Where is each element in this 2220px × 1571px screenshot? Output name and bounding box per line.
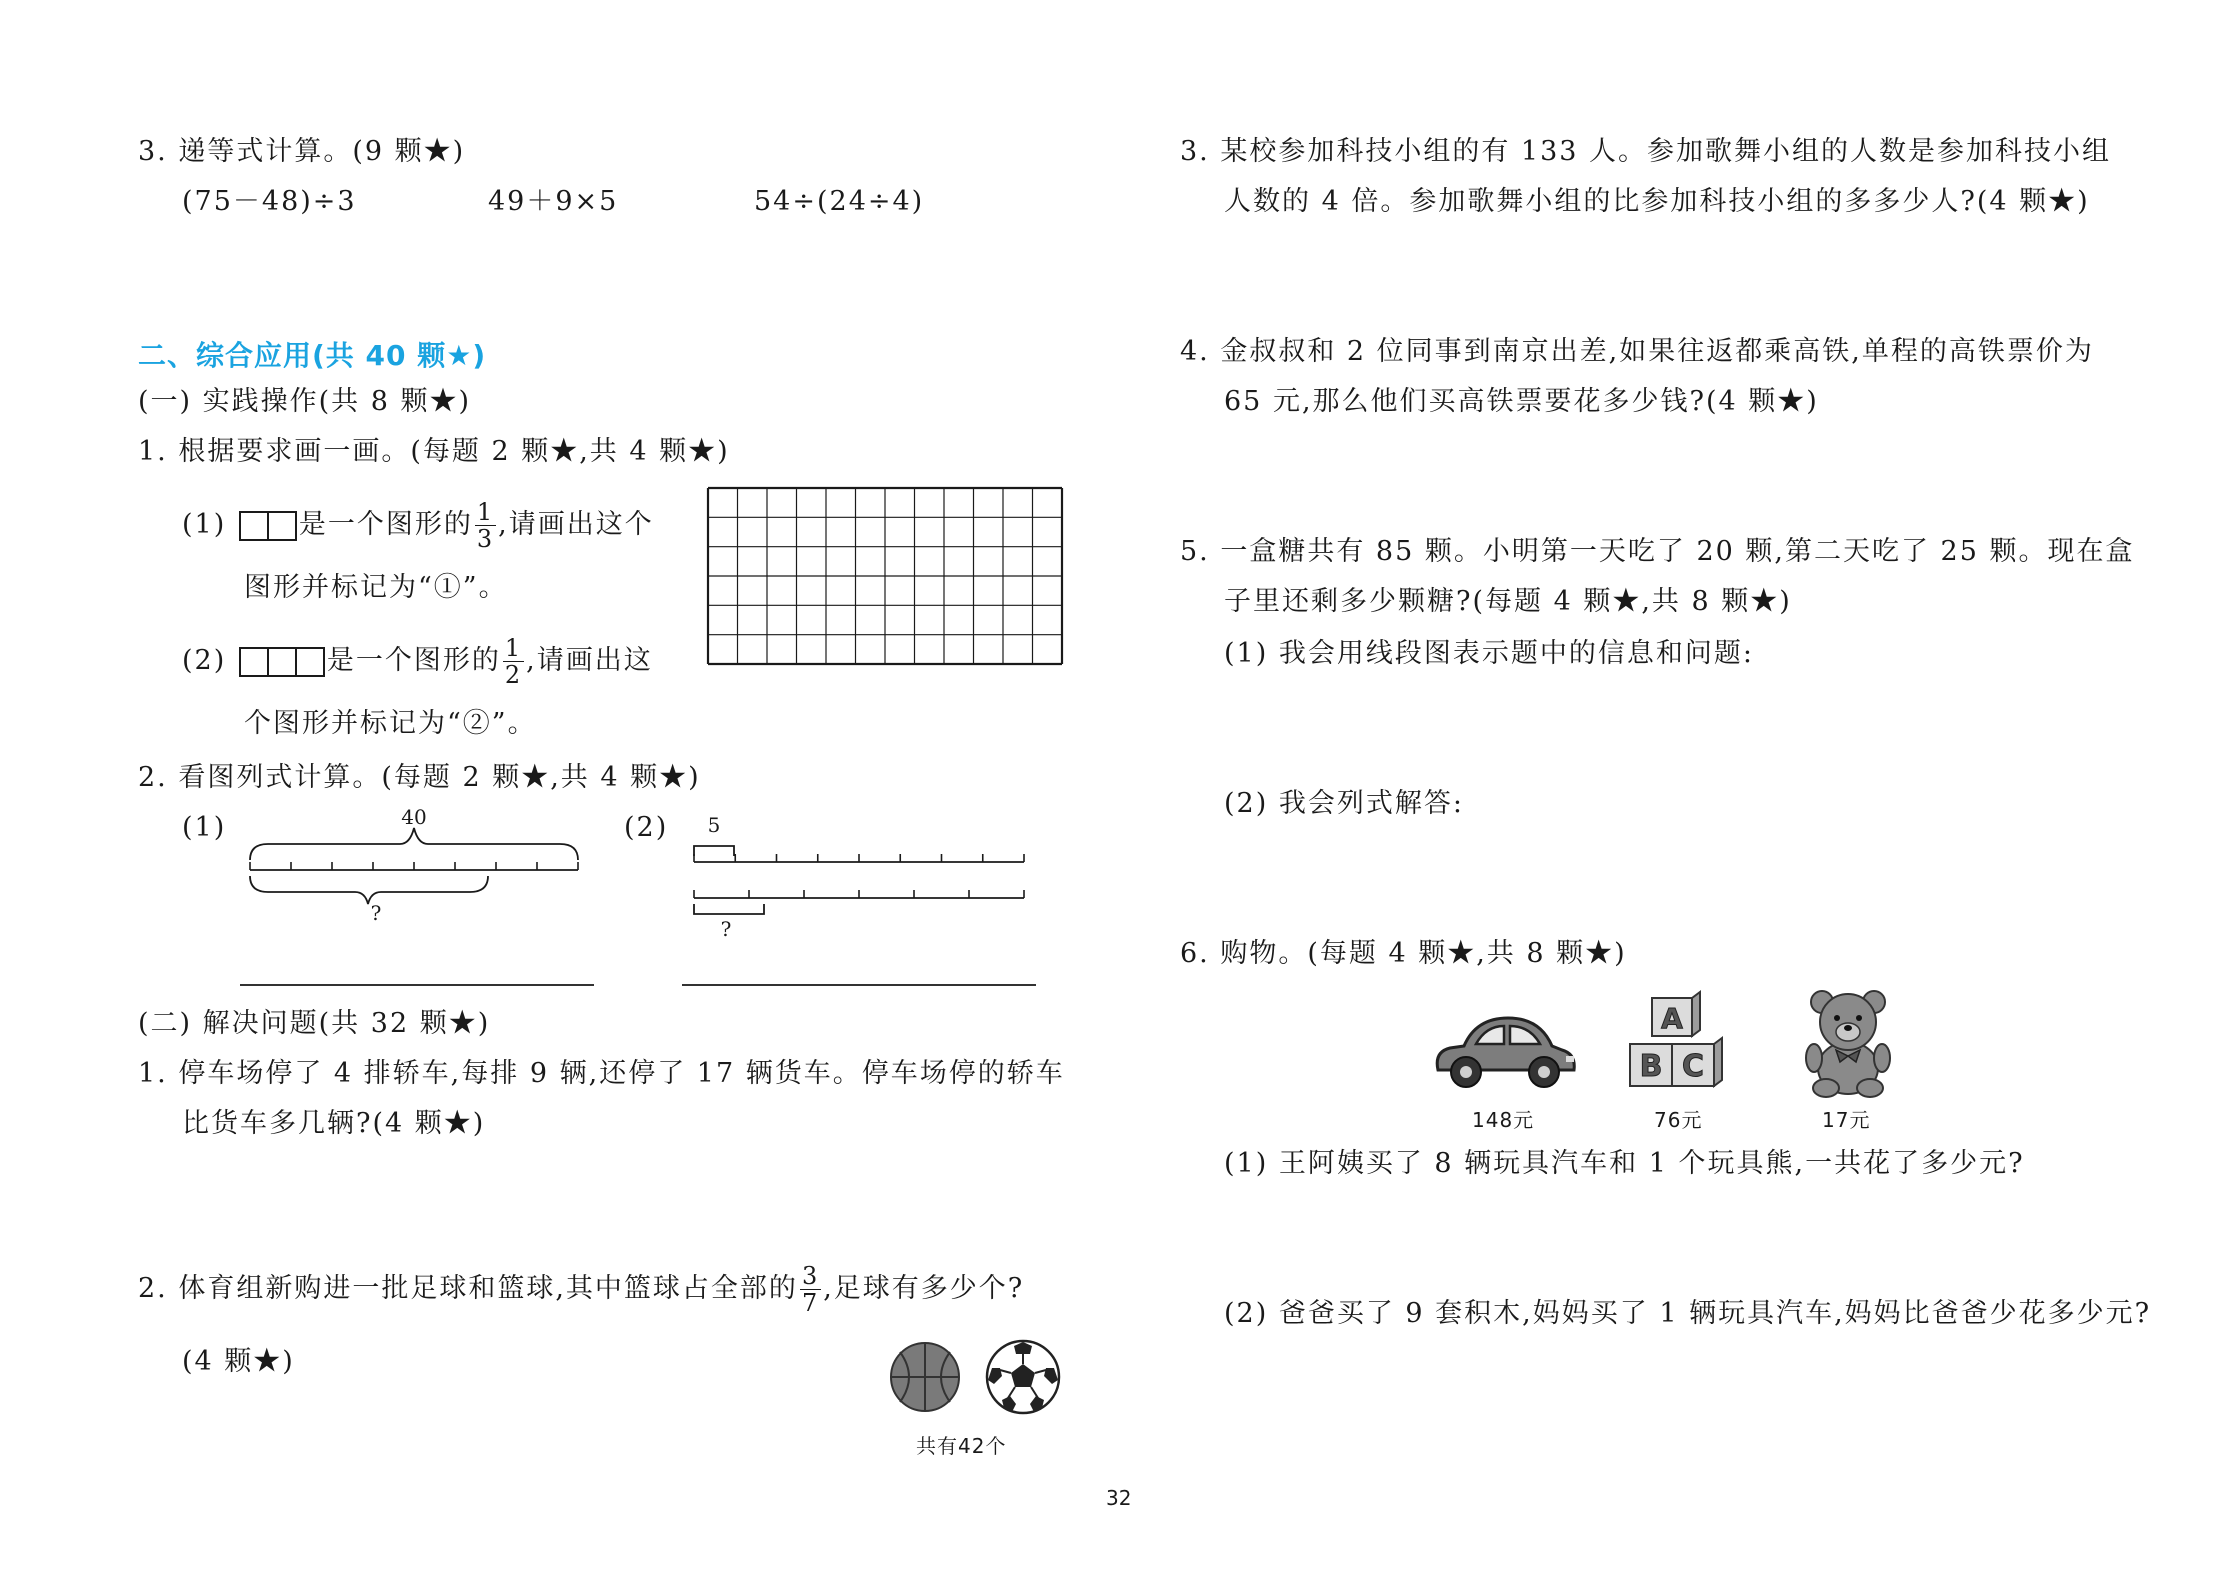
fraction-three-sevenths: $\frac{3}{7}$ xyxy=(801,1262,820,1317)
draw-part-1 xyxy=(182,500,654,551)
r-q5-part2: (2) 我会列式解答: xyxy=(1224,788,1464,819)
three-square-figure xyxy=(239,647,325,677)
answer-line-1[interactable] xyxy=(240,984,594,986)
draw-part-1-text-a: 是一个图形的 xyxy=(298,509,473,540)
fraction-one-third: $\frac{1}{3}$ xyxy=(476,498,495,553)
fraction-one-half: $\frac{1}{2}$ xyxy=(504,634,523,689)
subsection-problems-header: (二) 解决问题(共 32 颗★) xyxy=(138,1008,491,1039)
parking-question-line1: 1. 停车场停了 4 排轿车,每排 9 辆,还停了 17 辆货车。停车场停的轿车 xyxy=(138,1058,1065,1089)
balls-question-line2: (4 颗★) xyxy=(182,1346,295,1377)
block-letter-b: B xyxy=(1639,1049,1663,1084)
segment-diagram-2 xyxy=(690,806,1030,946)
q2-diagram-title: 2. 看图列式计算。(每题 2 颗★,共 4 颗★) xyxy=(138,762,701,793)
bottom-brace xyxy=(250,876,488,904)
toy-car-icon xyxy=(1430,1010,1578,1100)
r-q3-line2: 人数的 4 倍。参加歌舞小组的比参加科技小组的多多少人?(4 颗★) xyxy=(1224,186,2090,217)
block-letter-c: C xyxy=(1681,1049,1705,1084)
drawing-grid[interactable] xyxy=(706,486,1064,666)
q3-calc-title: 3. 递等式计算。(9 颗★) xyxy=(138,136,466,167)
parking-question-line2: 比货车多几辆?(4 颗★) xyxy=(182,1108,486,1139)
toy-blocks-icon xyxy=(1626,992,1726,1098)
price-toy-car: 148元 xyxy=(1472,1108,1535,1132)
draw-part-1-label: (1) xyxy=(182,509,227,540)
calc-expression-1: (75－48)÷3 xyxy=(182,186,357,217)
r-q6-title: 6. 购物。(每题 4 颗★,共 8 颗★) xyxy=(1180,938,1627,969)
lower-segment-ticks xyxy=(694,890,1024,898)
draw-part-2-text-a: 是一个图形的 xyxy=(326,645,501,676)
top-brace xyxy=(250,828,578,860)
diagram-1-total: 40 xyxy=(401,805,427,829)
basketball-icon xyxy=(888,1340,962,1414)
teddy-bear-icon xyxy=(1806,988,1890,1098)
unit-bracket xyxy=(694,846,734,856)
diagram-2-label: (2) xyxy=(624,812,669,843)
diagram-1-question: ? xyxy=(370,901,382,925)
segment-diagram-1 xyxy=(240,800,600,930)
section-header-applications: 二、综合应用(共 40 颗★) xyxy=(138,339,487,372)
draw-part-2-line2: 个图形并标记为“②”。 xyxy=(244,708,537,739)
two-square-figure xyxy=(239,511,297,541)
r-q6-part1: (1) 王阿姨买了 8 辆玩具汽车和 1 个玩具熊,一共花了多少元? xyxy=(1224,1148,2025,1179)
r-q6-part2: (2) 爸爸买了 9 套积木,妈妈买了 1 辆玩具汽车,妈妈比爸爸少花多少元? xyxy=(1224,1298,2152,1329)
balls-total-caption: 共有42个 xyxy=(916,1434,1007,1458)
diagram-1-label: (1) xyxy=(182,812,227,843)
balls-question-line1: 2. 体育组新购进一批足球和篮球,其中篮球占全部的 $\frac{3}{7}$ ,足球有多少个? xyxy=(138,1262,1025,1317)
draw-part-1-line2: 图形并标记为“①”。 xyxy=(244,572,508,603)
r-q5-line2: 子里还剩多少颗糖?(每题 4 颗★,共 8 颗★) xyxy=(1224,586,1792,617)
draw-part-1-text-b: ,请画出这个 xyxy=(498,509,654,540)
price-teddy-bear: 17元 xyxy=(1822,1108,1871,1132)
diagram-2-question: ? xyxy=(720,917,732,941)
calc-expression-2: 49＋9×5 xyxy=(488,186,619,217)
draw-part-2 xyxy=(182,636,653,687)
r-q4-line1: 4. 金叔叔和 2 位同事到南京出差,如果往返都乘高铁,单程的高铁票价为 xyxy=(1180,336,2094,367)
subsection-practice-header: (一) 实践操作(共 8 颗★) xyxy=(138,386,472,417)
page-number: 32 xyxy=(1106,1486,1132,1510)
r-q3-line1: 3. 某校参加科技小组的有 133 人。参加歌舞小组的人数是参加科技小组 xyxy=(1180,136,2112,167)
r-q5-part1: (1) 我会用线段图表示题中的信息和问题: xyxy=(1224,638,1754,669)
question-bracket xyxy=(694,904,764,914)
draw-part-2-label: (2) xyxy=(182,645,227,676)
block-letter-a: A xyxy=(1661,1002,1683,1035)
calc-expression-3: 54÷(24÷4) xyxy=(754,186,925,217)
upper-segment-ticks xyxy=(694,854,1024,862)
soccer-ball-icon xyxy=(984,1338,1062,1416)
r-q5-line1: 5. 一盒糖共有 85 颗。小明第一天吃了 20 颗,第二天吃了 25 颗。现在盒 xyxy=(1180,536,2135,567)
answer-line-2[interactable] xyxy=(682,984,1036,986)
price-toy-blocks: 76元 xyxy=(1654,1108,1703,1132)
diagram-2-unit: 5 xyxy=(707,813,721,837)
segment-ticks xyxy=(250,862,578,870)
r-q4-line2: 65 元,那么他们买高铁票要花多少钱?(4 颗★) xyxy=(1224,386,1819,417)
q1-draw-title: 1. 根据要求画一画。(每题 2 颗★,共 4 颗★) xyxy=(138,436,730,467)
draw-part-2-text-b: ,请画出这 xyxy=(526,645,653,676)
